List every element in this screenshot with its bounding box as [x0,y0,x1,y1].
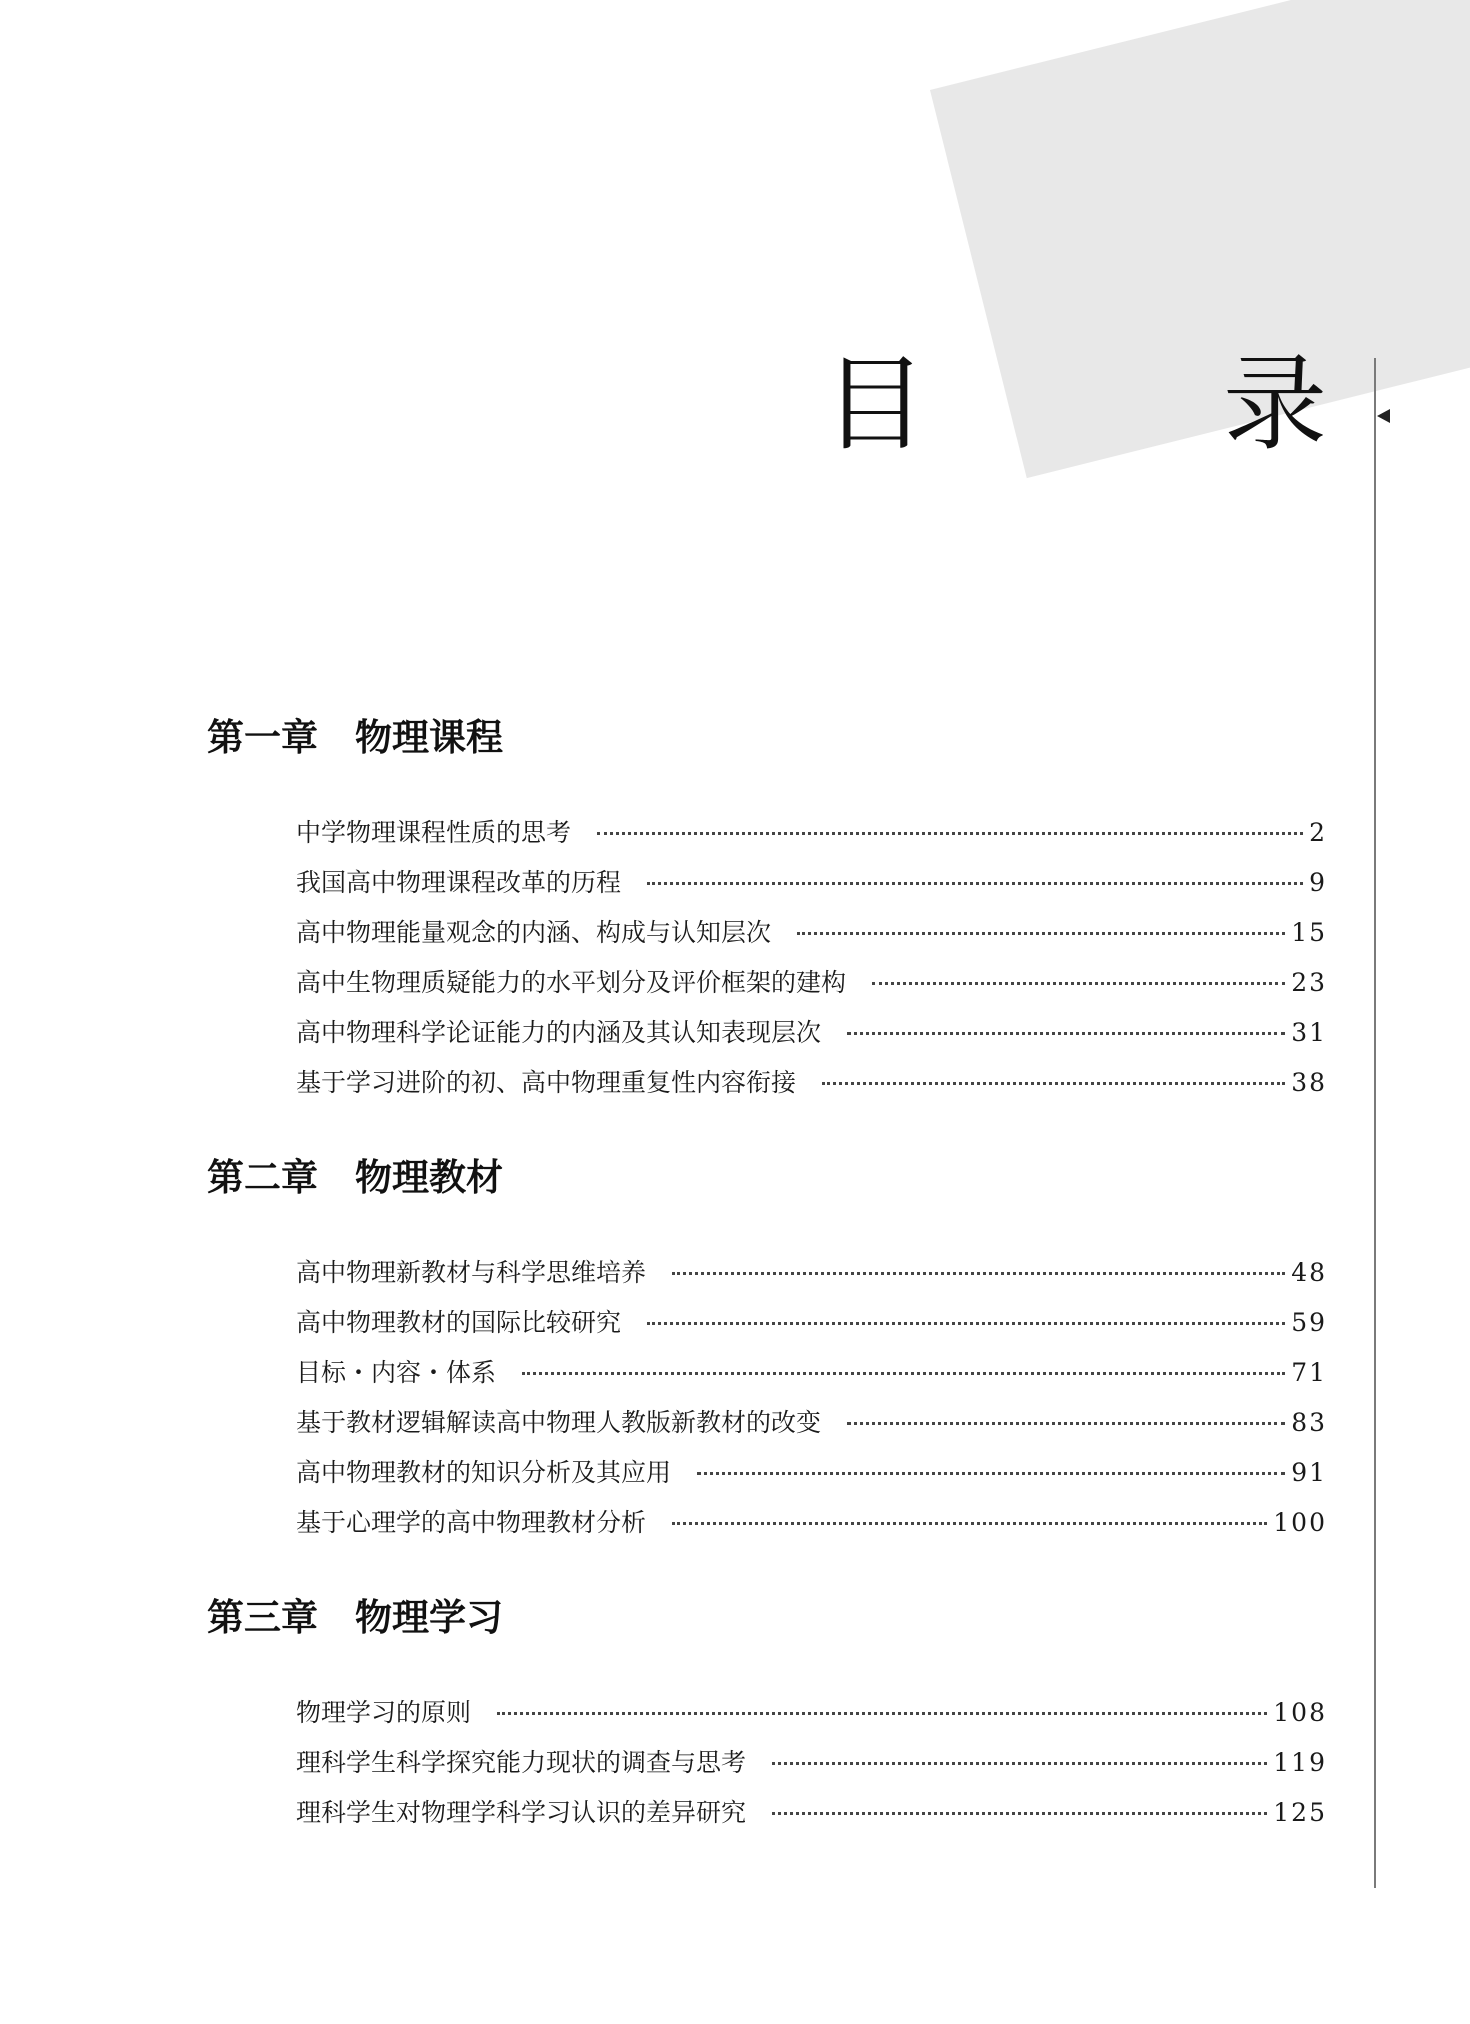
entry-title: 高中物理能量观念的内涵、构成与认知层次 [296,918,772,947]
entry-title: 理科学生对物理学科学习认识的差异研究 [296,1798,747,1827]
margin-rule [1374,358,1376,1888]
toc-entry[interactable] [296,958,1327,1008]
toc-entry[interactable] [296,1398,1327,1448]
dot-leader [847,1032,1285,1035]
page-number: 125 [1273,1798,1327,1827]
toc-entry[interactable] [296,1058,1327,1108]
page-number: 71 [1291,1358,1327,1387]
dot-leader [822,1082,1285,1085]
chapter-title: 第一章 物理课程 [207,716,503,759]
entry-title: 物理学习的原则 [296,1698,472,1727]
page-title: 目 录 [822,343,1423,465]
entry-title: 目标・内容・体系 [296,1358,497,1387]
dot-leader [847,1422,1285,1425]
dot-leader [672,1272,1285,1275]
page-number: 15 [1291,918,1327,947]
entry-title: 基于学习进阶的初、高中物理重复性内容衔接 [296,1068,797,1097]
chapter-3 [207,1592,1327,1838]
toc-entry[interactable] [296,1788,1327,1838]
page-number: 31 [1291,1018,1327,1047]
dot-leader [522,1372,1285,1375]
entry-title: 基于心理学的高中物理教材分析 [296,1508,647,1537]
entry-title: 我国高中物理课程改革的历程 [296,868,622,897]
toc-entry[interactable] [296,908,1327,958]
entry-title: 高中物理科学论证能力的内涵及其认知表现层次 [296,1018,822,1047]
toc-entry[interactable] [296,858,1327,908]
page-number: 119 [1273,1748,1327,1777]
page-number: 108 [1273,1698,1327,1727]
page-number: 83 [1291,1408,1327,1437]
entry-title: 中学物理课程性质的思考 [296,818,572,847]
page-number: 48 [1291,1258,1327,1287]
entry-title: 理科学生科学探究能力现状的调查与思考 [296,1748,747,1777]
toc-entry[interactable] [296,1298,1327,1348]
chapter-title: 第三章 物理学习 [207,1596,503,1639]
page-number: 9 [1309,868,1327,897]
dot-leader [872,982,1285,985]
dot-leader [772,1812,1267,1815]
page-number: 2 [1309,818,1327,847]
dot-leader [697,1472,1285,1475]
chapter-1 [207,712,1327,1108]
entry-title: 高中物理教材的国际比较研究 [296,1308,622,1337]
chapter-2 [207,1152,1327,1548]
entry-title: 高中物理教材的知识分析及其应用 [296,1458,672,1487]
toc-entry[interactable] [296,1448,1327,1498]
toc-entry[interactable] [296,1688,1327,1738]
dot-leader [797,932,1285,935]
dot-leader [772,1762,1267,1765]
toc-entry[interactable] [296,1248,1327,1298]
toc-entry[interactable] [296,1008,1327,1058]
page-number: 23 [1291,968,1327,997]
page-number: 91 [1291,1458,1327,1487]
entry-title: 基于教材逻辑解读高中物理人教版新教材的改变 [296,1408,822,1437]
dot-leader [647,1322,1285,1325]
table-of-contents [207,712,1327,1882]
page-number: 100 [1273,1508,1327,1537]
chapter-title: 第二章 物理教材 [207,1156,503,1199]
page-number: 38 [1291,1068,1327,1097]
dot-leader [672,1522,1267,1525]
toc-entry[interactable] [296,1348,1327,1398]
page-number: 59 [1291,1308,1327,1337]
dot-leader [647,882,1303,885]
toc-entry[interactable] [296,1498,1327,1548]
dot-leader [597,832,1303,835]
entry-title: 高中生物理质疑能力的水平划分及评价框架的建构 [296,968,847,997]
dot-leader [497,1712,1267,1715]
toc-entry[interactable] [296,808,1327,858]
toc-entry[interactable] [296,1738,1327,1788]
entry-title: 高中物理新教材与科学思维培养 [296,1258,647,1287]
